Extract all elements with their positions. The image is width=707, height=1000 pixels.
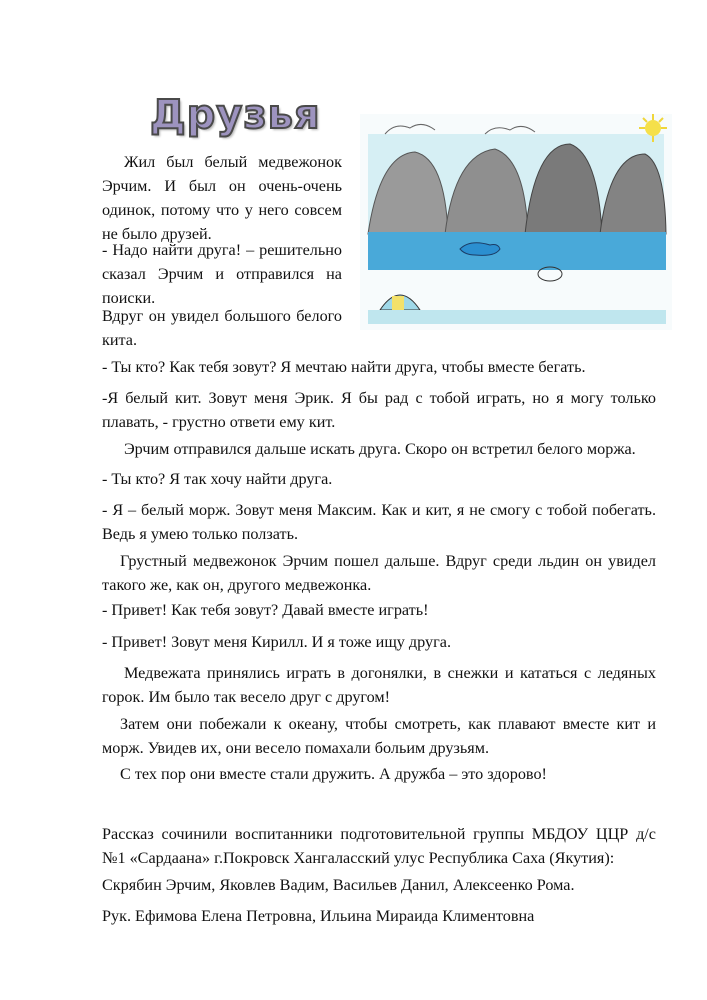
paragraph-14: С тех пор они вместе стали дружить. А дружба – это здорово! bbox=[120, 765, 547, 783]
paragraph-7: - Ты кто? Я так хочу найти друга. bbox=[102, 470, 333, 488]
paragraph-9: Грустный медвежонок Эрчим пошел дальше. Вдруг среди льдин он увидел такого же, как он, другого медвежонка. bbox=[102, 552, 656, 594]
paragraph-11: - Привет! Зовут меня Кирилл. И я тоже ищу друга. bbox=[102, 633, 452, 651]
paragraph-3: Вдруг он увидел большого белого кита. bbox=[102, 307, 342, 349]
paragraph-13: Затем они побежали к океану, чтобы смотреть, как плавают вместе кит и морж. Увидев их, они весело помахали больим друзьям. bbox=[102, 715, 656, 757]
paragraph-12: Медвежата принялись играть в догонялки, в снежки и кататься с ледяных горок. Им было так весело друг с другом! bbox=[102, 664, 656, 706]
paragraph-10: - Привет! Как тебя зовут? Давай вместе играть! bbox=[102, 601, 429, 619]
story-title: Друзья bbox=[150, 92, 321, 138]
paragraph-2: - Надо найти друга! – решительно сказал Эрчим и отправился на поиски. bbox=[102, 241, 342, 307]
credits-children: Скрябин Эрчим, Яковлев Вадим, Васильев Данил, Алексеенко Рома. bbox=[102, 876, 575, 894]
paragraph-5: -Я белый кит. Зовут меня Эрик. Я бы рад с тобой играть, но я могу только плавать, - грустно ответи ему кит. bbox=[102, 389, 656, 431]
ice bbox=[368, 310, 666, 324]
paragraph-1: Жил был белый медвежонок Эрчим. И был он очень-очень одинок, потому что у него совсем не было друзей. bbox=[102, 153, 342, 243]
paragraph-4: - Ты кто? Как тебя зовут? Я мечтаю найти друга, чтобы вместе бегать. bbox=[102, 358, 586, 376]
paragraph-6: Эрчим отправился дальше искать друга. Скоро он встретил белого моржа. bbox=[124, 440, 636, 458]
whale-icon bbox=[460, 243, 500, 256]
credits-authors: Рассказ сочинили воспитанники подготовительной группы МБДОУ ЦЦР д/с №1 «Сардаана» г.Покровск Хангаласский улус Республика Саха (Якутия): bbox=[102, 825, 656, 867]
igloo-door bbox=[392, 296, 404, 310]
paragraph-8: - Я – белый морж. Зовут меня Максим. Как и кит, я не смогу с тобой побегать. Ведь я умею только ползать. bbox=[102, 501, 656, 543]
sea bbox=[368, 232, 666, 270]
credits-supervisors: Рук. Ефимова Елена Петровна, Ильина Мираида Климентовна bbox=[102, 907, 535, 925]
story-illustration bbox=[360, 114, 672, 330]
